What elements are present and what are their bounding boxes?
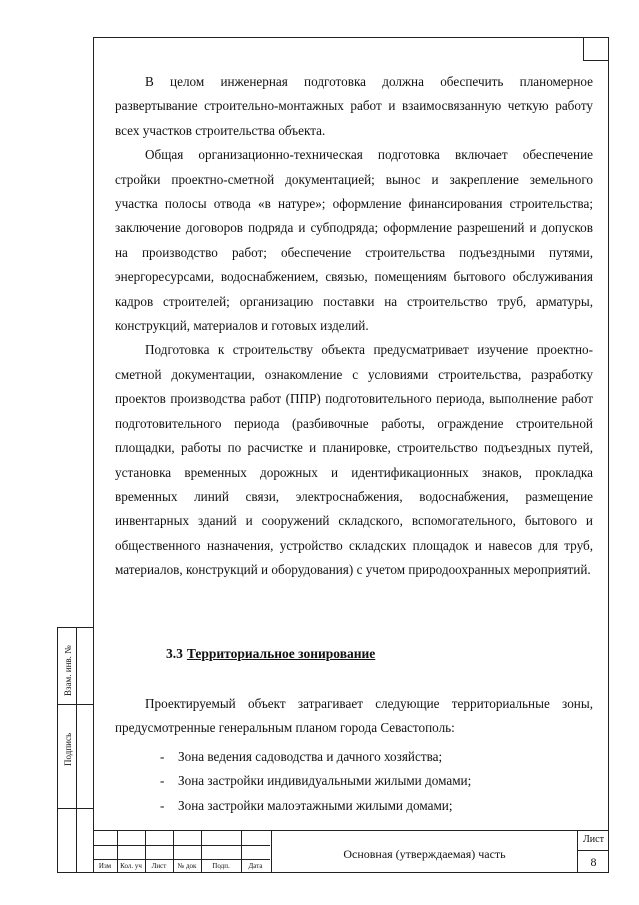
title-block <box>93 830 609 873</box>
sheet-number: 8 <box>590 855 597 869</box>
zone-text: Зона застройки малоэтажными жилыми домами; <box>178 797 453 813</box>
zone-text: Зона застройки индивидуальными жилыми домами; <box>178 773 472 789</box>
list-item: - Зона застройки малоэтажными жилыми домами; <box>160 797 453 813</box>
zoning-intro: Проектируемый объект затрагивает следующие территориальные зоны, предусмотренные генеральным планом города Севастополь: <box>115 696 593 736</box>
sheet-divider <box>578 850 609 851</box>
list-item: - Зона ведения садоводства и дачного хозяйства; <box>160 749 443 764</box>
list-item: - Зона застройки индивидуальными жилыми домами; <box>160 773 472 789</box>
col-label: Кол. уч <box>120 862 142 870</box>
col-label: № док <box>177 862 197 870</box>
doc-part-text: Основная (утверждаемая) часть <box>343 847 506 861</box>
col-label: Дата <box>248 862 263 870</box>
vzam-inv-label: Взам. инв. № <box>63 645 73 696</box>
section-heading <box>166 646 375 662</box>
section-title: Территориальное зонирование <box>186 646 376 661</box>
revision-grid <box>93 831 270 873</box>
section-number: 3.3 <box>166 646 183 661</box>
document-body <box>115 70 593 583</box>
sheet-label: Лист <box>583 834 604 845</box>
sheet-cell <box>577 831 609 873</box>
zone-list <box>160 745 471 818</box>
paragraph: В целом инженерная подготовка должна обеспечить планомерное развертывание строительно-монтажных работ и взаимосвязанную четкую работу всех участков строительства объекта. <box>115 74 593 138</box>
zone-text: Зона ведения садоводства и дачного хозяйства; <box>178 749 443 764</box>
paragraph: Общая организационно-техническая подготовка включает обеспечение стройки проектно-сметной документацией; вынос и закрепление земельного участка полосы отвода «в натуре»; оформление финансирования строительства; заключение договоров подряда и субподряда; оформление разрешений и допусков на производство работ; обеспечение строительства подъездными путями, энергоресурсами, водоснабжением, связью, помещениям бытового обслуживания кадров строителей; организацию поставки на строительство труб, арматуры, конструкций, материалов и готовых изделий. <box>115 147 593 334</box>
side-strip-line <box>58 704 94 705</box>
col-label: Подп. <box>212 862 230 870</box>
podpis-label: Подпись <box>63 732 73 766</box>
grid-line <box>93 845 270 846</box>
paragraph: Подготовка к строительству объекта предусматривает изучение проектно-сметной документации, ознакомление с условиями строительства, разработку проектов производства работ (ППР) подготовительного периода, выполнение работ подготовительного периода (разбивочные работы, ограждение строительной площадки, работы по расчистке и планировке, строительство подъездных путей, установка временных дорожных и идентификационных знаков, прокладка временных линий связи, электроснабжения, водоснабжения, размещение инвентарных зданий и сооружений складского, вспомогательного, бытового и общественного назначения, устройство складских площадок и навесов для труб, материалов, конструкций и оборудования) с учетом природоохранных мероприятий. <box>115 342 593 578</box>
doc-part-cell <box>271 831 577 873</box>
col-label: Лист <box>151 862 167 870</box>
col-label: Изм <box>98 862 112 870</box>
side-strip-divider <box>76 628 77 872</box>
grid-line <box>93 859 270 860</box>
corner-box <box>583 37 609 61</box>
side-strip-line <box>58 808 94 809</box>
